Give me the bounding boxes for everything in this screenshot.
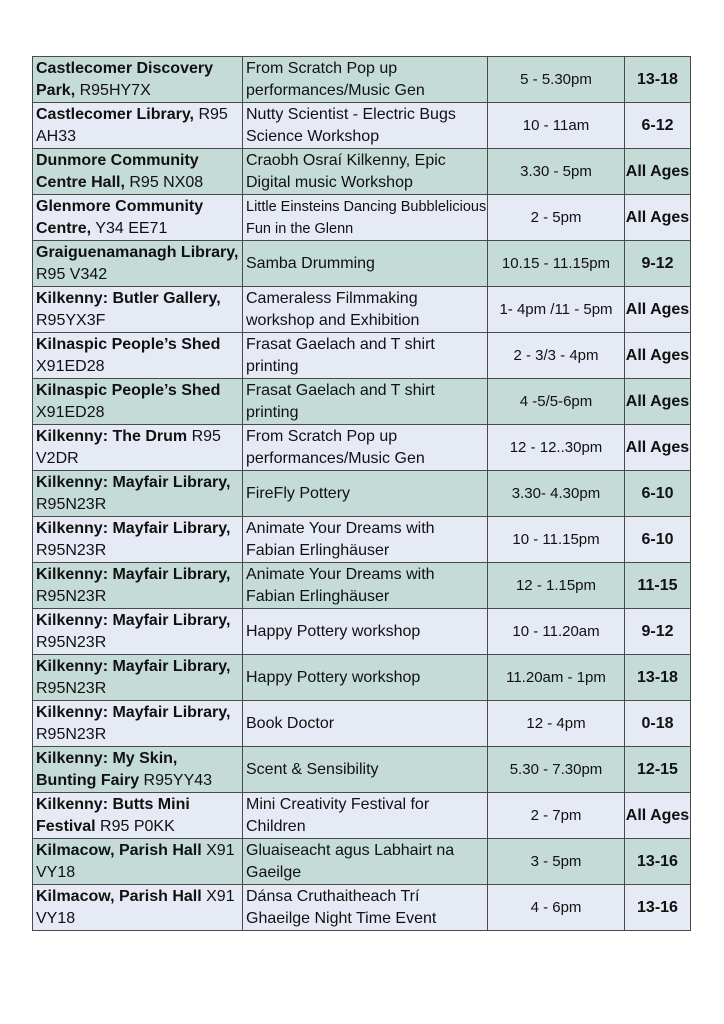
age-cell: 6-12 — [625, 103, 691, 149]
age-cell: 6-10 — [625, 471, 691, 517]
venue-name: Kilkenny: Mayfair Library, — [36, 519, 231, 537]
event-schedule-table — [32, 56, 691, 931]
event-cell: Mini Creativity Festival for Children — [243, 793, 488, 839]
venue-name: Kilkenny: My Skin, Bunting Fairy — [36, 749, 178, 789]
venue-eircode: R95 V342 — [36, 265, 108, 283]
venue-name: Graiguenamanagh Library, — [36, 243, 239, 261]
event-cell: Dánsa Cruthaitheach Trí Ghaeilge Night Time Event — [243, 885, 488, 931]
time-cell: 12 - 12..30pm — [488, 425, 625, 471]
venue-name: Kilkenny: Butler Gallery, — [36, 289, 221, 307]
time-cell: 10 - 11.20am — [488, 609, 625, 655]
venue-cell — [33, 563, 243, 609]
table-row — [33, 517, 691, 563]
event-cell: Book Doctor — [243, 701, 488, 747]
venue-eircode: R95N23R — [36, 587, 107, 605]
venue-eircode: R95HY7X — [75, 81, 151, 99]
event-cell: Happy Pottery workshop — [243, 609, 488, 655]
venue-cell — [33, 425, 243, 471]
age-cell: 13-18 — [625, 57, 691, 103]
venue-cell — [33, 471, 243, 517]
venue-eircode: R95YY43 — [139, 771, 213, 789]
venue-cell — [33, 793, 243, 839]
age-cell: All Ages — [625, 425, 691, 471]
age-cell: 0-18 — [625, 701, 691, 747]
table-row — [33, 747, 691, 793]
table-row — [33, 149, 691, 195]
event-cell: Little Einsteins Dancing Bubblelicious Fun in the Glenn — [243, 195, 488, 241]
venue-name: Kilkenny: The Drum — [36, 427, 188, 445]
venue-cell — [33, 241, 243, 287]
table-row — [33, 287, 691, 333]
event-cell: Animate Your Dreams with Fabian Erlinghäuser — [243, 517, 488, 563]
venue-name: Kilkenny: Mayfair Library, — [36, 657, 231, 675]
venue-cell — [33, 287, 243, 333]
event-cell: Frasat Gaelach and T shirt printing — [243, 333, 488, 379]
age-cell: 11-15 — [625, 563, 691, 609]
event-cell: Samba Drumming — [243, 241, 488, 287]
table-row — [33, 57, 691, 103]
venue-name: Castlecomer Discovery Park, — [36, 59, 213, 99]
table-row — [33, 195, 691, 241]
table-row — [33, 563, 691, 609]
event-cell: Nutty Scientist - Electric Bugs Science Workshop — [243, 103, 488, 149]
time-cell: 4 -5/5-6pm — [488, 379, 625, 425]
age-cell: All Ages — [625, 379, 691, 425]
time-cell: 10 - 11am — [488, 103, 625, 149]
age-cell: 9-12 — [625, 609, 691, 655]
venue-cell — [33, 655, 243, 701]
age-cell: All Ages — [625, 195, 691, 241]
table-row — [33, 793, 691, 839]
table-row — [33, 333, 691, 379]
venue-eircode: X91ED28 — [36, 403, 105, 421]
venue-cell — [33, 103, 243, 149]
venue-eircode: X91 VY18 — [36, 841, 235, 881]
venue-name: Kilkenny: Mayfair Library, — [36, 473, 231, 491]
table-row — [33, 103, 691, 149]
venue-name: Kilmacow, Parish Hall — [36, 887, 202, 905]
venue-eircode: R95N23R — [36, 725, 107, 743]
venue-eircode: R95 V2DR — [36, 427, 221, 467]
venue-cell — [33, 149, 243, 195]
venue-name: Kilmacow, Parish Hall — [36, 841, 202, 859]
event-cell: Animate Your Dreams with Fabian Erlinghäuser — [243, 563, 488, 609]
time-cell: 3.30 - 5pm — [488, 149, 625, 195]
age-cell: 13-16 — [625, 839, 691, 885]
venue-eircode: R95 P0KK — [95, 817, 175, 835]
venue-eircode: R95 NX08 — [124, 173, 204, 191]
event-cell: Happy Pottery workshop — [243, 655, 488, 701]
time-cell: 2 - 5pm — [488, 195, 625, 241]
venue-name: Kilkenny: Butts Mini Festival — [36, 795, 190, 835]
venue-name: Dunmore Community Centre Hall, — [36, 151, 199, 191]
venue-cell — [33, 609, 243, 655]
table-row — [33, 609, 691, 655]
venue-eircode: R95N23R — [36, 679, 107, 697]
event-cell: Craobh Osraí Kilkenny, Epic Digital music Workshop — [243, 149, 488, 195]
venue-cell — [33, 885, 243, 931]
venue-name: Kilkenny: Mayfair Library, — [36, 565, 231, 583]
venue-eircode: R95 AH33 — [36, 105, 228, 145]
age-cell: 13-18 — [625, 655, 691, 701]
time-cell: 3.30- 4.30pm — [488, 471, 625, 517]
time-cell: 2 - 7pm — [488, 793, 625, 839]
venue-name: Glenmore Community Centre, — [36, 197, 204, 237]
event-cell: Cameraless Filmmaking workshop and Exhibition — [243, 287, 488, 333]
event-cell: From Scratch Pop up performances/Music Gen — [243, 425, 488, 471]
venue-eircode: R95N23R — [36, 633, 107, 651]
table-row — [33, 885, 691, 931]
venue-name: Kilkenny: Mayfair Library, — [36, 611, 231, 629]
time-cell: 3 - 5pm — [488, 839, 625, 885]
time-cell: 2 - 3/3 - 4pm — [488, 333, 625, 379]
time-cell: 12 - 4pm — [488, 701, 625, 747]
age-cell: All Ages — [625, 287, 691, 333]
venue-name: Castlecomer Library, — [36, 105, 194, 123]
venue-name: Kilnaspic People’s Shed — [36, 335, 221, 353]
age-cell: 13-16 — [625, 885, 691, 931]
venue-eircode: X91ED28 — [36, 357, 105, 375]
event-cell: Gluaiseacht agus Labhairt na Gaeilge — [243, 839, 488, 885]
time-cell: 10 - 11.15pm — [488, 517, 625, 563]
venue-cell — [33, 195, 243, 241]
age-cell: 9-12 — [625, 241, 691, 287]
age-cell: All Ages — [625, 333, 691, 379]
venue-cell — [33, 747, 243, 793]
venue-cell — [33, 379, 243, 425]
venue-eircode: R95N23R — [36, 495, 107, 513]
event-cell: FireFly Pottery — [243, 471, 488, 517]
age-cell: 6-10 — [625, 517, 691, 563]
age-cell: All Ages — [625, 149, 691, 195]
venue-cell — [33, 57, 243, 103]
venue-cell — [33, 701, 243, 747]
age-cell: 12-15 — [625, 747, 691, 793]
time-cell: 12 - 1.15pm — [488, 563, 625, 609]
table-row — [33, 379, 691, 425]
venue-cell — [33, 839, 243, 885]
table-row — [33, 241, 691, 287]
event-cell: Scent & Sensibility — [243, 747, 488, 793]
time-cell: 11.20am - 1pm — [488, 655, 625, 701]
table-row — [33, 655, 691, 701]
venue-cell — [33, 333, 243, 379]
venue-name: Kilnaspic People’s Shed — [36, 381, 221, 399]
table-row — [33, 471, 691, 517]
event-cell: Frasat Gaelach and T shirt printing — [243, 379, 488, 425]
time-cell: 5.30 - 7.30pm — [488, 747, 625, 793]
venue-eircode: R95N23R — [36, 541, 107, 559]
venue-eircode: R95YX3F — [36, 311, 106, 329]
table-row — [33, 425, 691, 471]
venue-cell — [33, 517, 243, 563]
event-cell: From Scratch Pop up performances/Music Gen — [243, 57, 488, 103]
venue-eircode: X91 VY18 — [36, 887, 235, 927]
time-cell: 10.15 - 11.15pm — [488, 241, 625, 287]
time-cell: 5 - 5.30pm — [488, 57, 625, 103]
venue-name: Kilkenny: Mayfair Library, — [36, 703, 231, 721]
time-cell: 1- 4pm /11 - 5pm — [488, 287, 625, 333]
age-cell: All Ages — [625, 793, 691, 839]
venue-eircode: Y34 EE71 — [91, 219, 168, 237]
table-row — [33, 839, 691, 885]
table-row — [33, 701, 691, 747]
time-cell: 4 - 6pm — [488, 885, 625, 931]
